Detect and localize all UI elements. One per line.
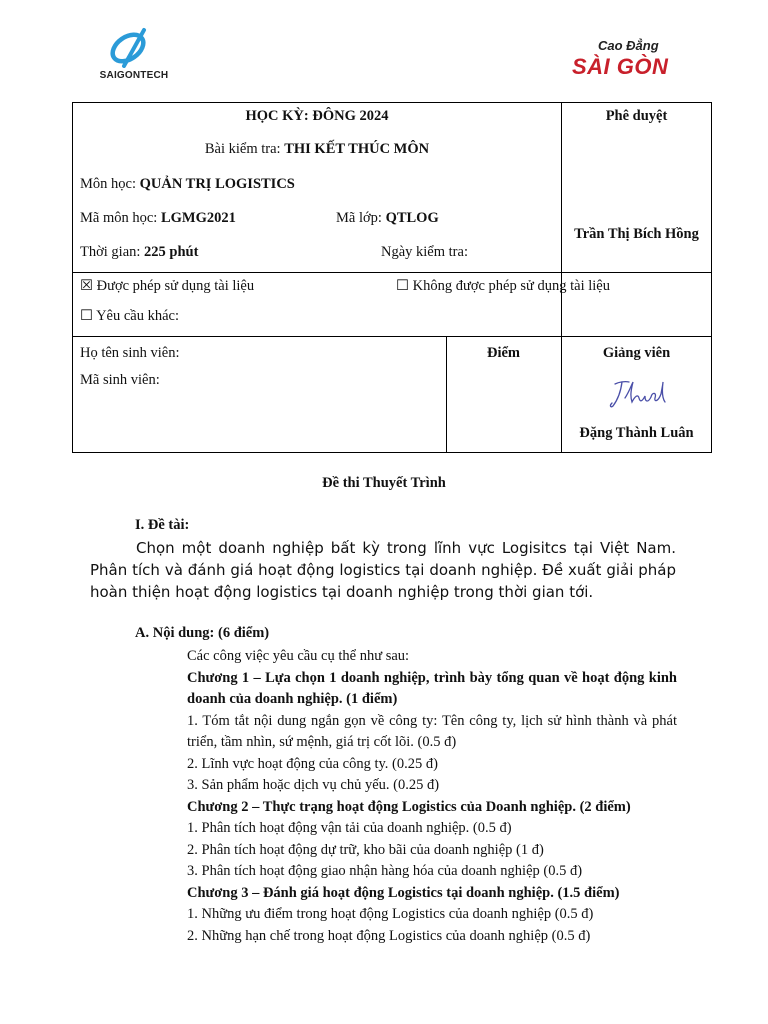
score-label: Điểm [486,345,520,361]
lecturer-name: Đặng Thành Luân [579,425,694,441]
lecturer-signature [605,376,671,417]
content-list [187,646,677,947]
caodang-saigon-logo [566,38,686,84]
list-item: 3. Phân tích hoạt động giao nhận hàng hóa của doanh nghiệp (0.5 đ) [187,863,583,879]
list-item: 2. Những hạn chế trong hoạt động Logistics của doanh nghiệp (0.5 đ) [187,927,591,944]
duration: Thời gian: 225 phút [80,244,199,260]
other-requirements-checkbox: ☐ Yêu cầu khác: [80,308,180,324]
sectionA-heading: A. Nội dung: (6 điểm) [135,625,270,641]
term-title: HỌC KỲ: ĐÔNG 2024 [245,108,389,124]
list-item: 1. Tóm tắt nội dung ngắn gọn về công ty: Tên công ty, lịch sử hình thành và phát triển, tầm nhìn, sứ mệnh, giá trị cốt lõi. (0.5 đ) [187,712,677,750]
saigontech-emblem-icon [106,26,162,68]
approver-name: Trần Thị Bích Hồng [574,226,699,242]
subject: Môn học: QUẢN TRỊ LOGISTICS [80,176,295,192]
section1-heading: I. Đề tài: [135,517,190,533]
divider [73,336,712,337]
student-name-label: Họ tên sinh viên: [80,345,180,361]
exam-date-label: Ngày kiểm tra: [381,244,468,260]
list-item: 2. Lĩnh vực hoạt động của công ty. (0.25 đ) [187,755,438,772]
chapter-heading: Chương 3 – Đánh giá hoạt động Logistics tại doanh nghiệp. (1.5 điểm) [187,884,620,901]
section1-text: Chọn một doanh nghiệp bất kỳ trong lĩnh vực Logisitcs tại Việt Nam. Phân tích và đánh giá hoạt động logistics tại doanh nghiệp. Đề xuất giải pháp hoàn thiện hoạt động logistics tại doanh nghiệp trong thời gian tới. [90,539,676,601]
list-item: 1. Những ưu điểm trong hoạt động Logistics của doanh nghiệp (0.5 đ) [187,906,594,922]
not-allowed-docs-checkbox: ☐ Không được phép sử dụng tài liệu [396,278,610,294]
list-item: 3. Sản phẩm hoặc dịch vụ chủ yếu. (0.25 đ) [187,777,440,793]
lecturer-label: Giảng viên [602,345,671,361]
list-item: 1. Phân tích hoạt động vận tải của doanh nghiệp. (0.5 đ) [187,820,512,836]
allowed-docs-checkbox: ☒ Được phép sử dụng tài liệu [80,278,255,294]
student-id-label: Mã sinh viên: [80,372,160,388]
class-code: Mã lớp: QTLOG [336,210,439,226]
divider [73,272,712,273]
saigontech-logo [92,26,176,84]
chapter-heading: Chương 1 – Lựa chọn 1 doanh nghiệp, trình bày tổng quan về hoạt động kinh doanh của doanh nghiệp. (1 điểm) [187,669,677,707]
approval-label: Phê duyệt [605,108,668,124]
exam-type: Bài kiểm tra: THI KẾT THÚC MÔN [204,141,430,157]
chapter-heading: Chương 2 – Thực trạng hoạt động Logistics của Doanh nghiệp. (2 điểm) [187,798,631,815]
logo-line1: Cao Đẳng [598,38,659,53]
course-code: Mã môn học: LGMG2021 [80,210,236,226]
logo-line2: SÀI GÒN [572,54,669,79]
exam-title: Đề thi Thuyết Trình [322,475,446,491]
saigontech-logo-text: SAIGONTECH [99,70,169,81]
list-item: Các công việc yêu cầu cụ thể như sau: [187,648,410,664]
list-item: 2. Phân tích hoạt động dự trữ, kho bãi của doanh nghiệp (1 đ) [187,841,544,858]
